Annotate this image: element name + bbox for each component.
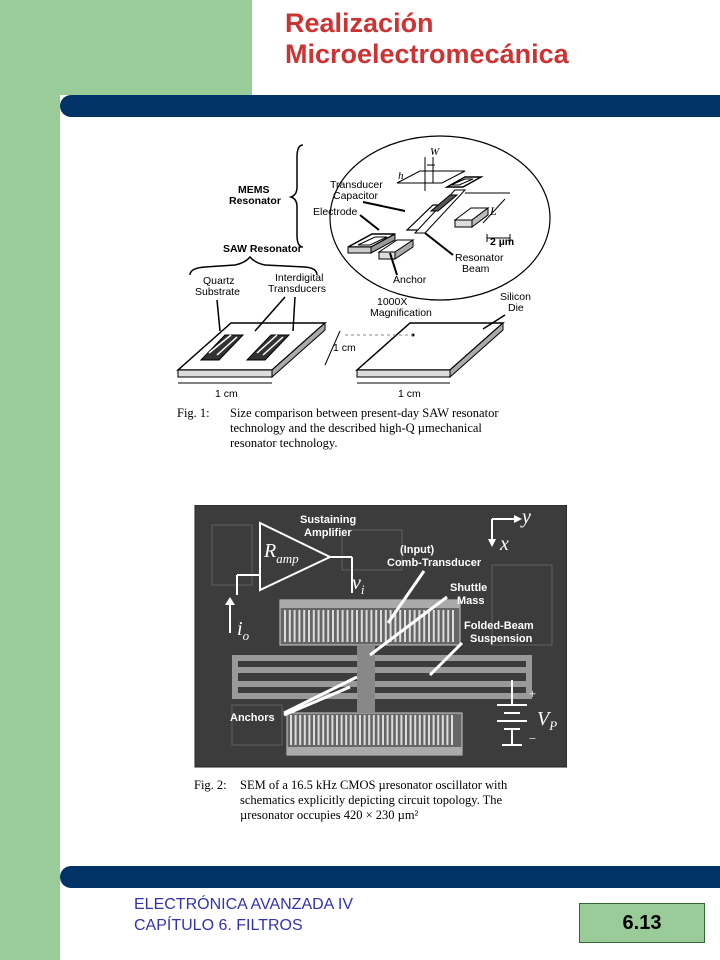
- anchor-label: Anchor: [393, 274, 427, 286]
- bottom-comb-tooth: [382, 715, 384, 745]
- top-comb-tooth: [313, 610, 315, 642]
- input-label-2: Comb-Transducer: [387, 557, 482, 569]
- bottom-comb-tooth: [396, 715, 398, 745]
- top-comb-tooth: [303, 610, 305, 642]
- bottom-comb-tooth: [400, 715, 402, 745]
- magnification-label-2: Magnification: [370, 307, 432, 319]
- bottom-comb-tooth: [433, 715, 435, 745]
- top-comb-tooth: [332, 610, 334, 642]
- bottom-comb-tooth: [308, 715, 310, 745]
- fig1-caption-line-3: resonator technology.: [230, 436, 338, 450]
- fig1-caption-number: Fig. 1:: [177, 406, 210, 420]
- saw-dim-label: 1 cm: [215, 388, 238, 400]
- top-comb-tooth: [318, 610, 320, 642]
- interdigital-label-1: Interdigital: [275, 272, 324, 284]
- bottom-comb-tooth: [387, 715, 389, 745]
- bottom-comb-tooth: [299, 715, 301, 745]
- bottom-comb-tooth: [313, 715, 315, 745]
- mems-label: MEMS: [238, 184, 270, 196]
- folded-label-2: Suspension: [470, 633, 533, 645]
- vp-label: $V_P$: [537, 708, 558, 733]
- title-line-2: Microelectromecánica: [285, 39, 569, 69]
- bottom-comb-tooth: [428, 715, 430, 745]
- top-comb-tooth: [404, 610, 406, 642]
- bottom-comb-tooth: [377, 715, 379, 745]
- top-comb-tooth: [380, 610, 382, 642]
- bottom-comb-tooth: [410, 715, 412, 745]
- top-comb-tooth: [294, 610, 296, 642]
- bottom-divider-bar: [60, 866, 720, 888]
- bottom-comb-tooth: [295, 715, 297, 745]
- anchors-label: Anchors: [230, 712, 275, 724]
- bottom-comb-tooth: [451, 715, 453, 745]
- top-comb-tooth: [375, 610, 377, 642]
- bottom-comb-tooth: [442, 715, 444, 745]
- figure-2-sem-oscillator: [192, 505, 567, 830]
- bottom-comb-tooth: [364, 715, 366, 745]
- h-label: h: [398, 170, 404, 182]
- bottom-comb-tooth: [405, 715, 407, 745]
- shuttle-label-1: Shuttle: [450, 582, 488, 594]
- mems-brace: [291, 145, 303, 247]
- top-comb-tooth: [356, 610, 358, 642]
- magnification-label-1: 1000X: [377, 296, 408, 308]
- bottom-comb-tooth: [336, 715, 338, 745]
- bottom-comb-tooth: [327, 715, 329, 745]
- top-comb-tooth: [361, 610, 363, 642]
- fig2-caption-line-1: SEM of a 16.5 kHz CMOS µresonator oscillator with: [240, 778, 508, 792]
- bottom-comb-tooth: [423, 715, 425, 745]
- top-green-block: [0, 0, 252, 95]
- bottom-comb-tooth: [318, 715, 320, 745]
- top-comb-tooth: [327, 610, 329, 642]
- y-axis-label: y: [522, 506, 531, 528]
- fig2-caption-line-2: schematics explicitly depicting circuit topology. The: [240, 793, 503, 807]
- bottom-comb-tooth: [350, 715, 352, 745]
- silicon-label-2: Die: [508, 302, 524, 314]
- bottom-comb-tooth: [391, 715, 393, 745]
- top-comb-tooth: [452, 610, 454, 642]
- electrode-label: Electrode: [313, 206, 358, 218]
- left-green-strip: [0, 0, 60, 960]
- fig1-caption-line-1: Size comparison between present-day SAW resonator: [230, 406, 499, 420]
- mems-resonator-label: Resonator: [229, 195, 281, 207]
- bottom-comb-tooth: [304, 715, 306, 745]
- footer-course-info: [134, 894, 353, 936]
- bottom-comb-tooth: [437, 715, 439, 745]
- bottom-comb-tooth: [341, 715, 343, 745]
- saw-resonator-label: SAW Resonator: [223, 243, 302, 255]
- l-label: L: [490, 204, 497, 218]
- fig2-caption-line-3: µresonator occupies 420 × 230 µm²: [240, 808, 419, 822]
- capacitor-label: Capacitor: [333, 190, 378, 202]
- interdigital-label-2: Transducers: [268, 283, 326, 295]
- top-comb-tooth: [322, 610, 324, 642]
- top-comb-tooth: [428, 610, 430, 642]
- bottom-comb-tooth: [290, 715, 292, 745]
- top-comb-tooth: [433, 610, 435, 642]
- top-comb-tooth: [366, 610, 368, 642]
- top-comb-tooth: [442, 610, 444, 642]
- sustaining-label-2: Amplifier: [304, 527, 352, 539]
- saw-resonator-chip: [178, 323, 325, 377]
- footer-course-line: ELECTRÓNICA AVANZADA IV: [134, 896, 354, 913]
- resonator-beam-label-1: Resonator: [455, 252, 504, 264]
- quartz-label-2: Substrate: [195, 286, 240, 298]
- bottom-comb-tooth: [373, 715, 375, 745]
- top-comb-tooth: [399, 610, 401, 642]
- bottom-comb-tooth: [419, 715, 421, 745]
- fig1-caption-line-2: technology and the described high-Q µmechanical: [230, 421, 482, 435]
- top-comb-tooth: [351, 610, 353, 642]
- quartz-arrow: [217, 300, 220, 331]
- top-comb-tooth: [308, 610, 310, 642]
- top-comb-tooth: [385, 610, 387, 642]
- top-comb-tooth: [438, 610, 440, 642]
- scale-label: 2 µm: [490, 236, 515, 248]
- sustaining-label-1: Sustaining: [300, 514, 357, 526]
- depth-dim-label: 1 cm: [333, 342, 356, 354]
- top-comb-tooth: [337, 610, 339, 642]
- title-line-1: Realización: [285, 8, 434, 38]
- footer-chapter-line: CAPÍTULO 6. FILTROS: [134, 917, 303, 934]
- bottom-comb-tooth: [359, 715, 361, 745]
- bottom-comb-tooth: [322, 715, 324, 745]
- vi-label: $v_i$: [352, 572, 365, 597]
- top-comb-tooth: [284, 610, 286, 642]
- top-comb-tooth: [418, 610, 420, 642]
- w-label: W: [430, 146, 440, 158]
- bottom-comb-tooth: [345, 715, 347, 745]
- bottom-comb-tooth: [331, 715, 333, 745]
- figure-1-size-comparison: [165, 135, 555, 460]
- folded-label-1: Folded-Beam: [464, 620, 534, 632]
- shuttle-label-2: Mass: [457, 595, 485, 607]
- top-comb-tooth: [414, 610, 416, 642]
- silicon-label-1: Silicon: [500, 291, 531, 303]
- top-divider-bar: [60, 95, 720, 117]
- bottom-comb-tooth: [414, 715, 416, 745]
- x-axis-label: x: [500, 533, 509, 555]
- bottom-comb-tooth: [446, 715, 448, 745]
- slide-title: [285, 8, 569, 70]
- top-comb-tooth: [298, 610, 300, 642]
- slide-number: 6.13: [579, 903, 705, 943]
- bottom-comb-tooth: [368, 715, 370, 745]
- silicon-die: [357, 323, 503, 377]
- vp-plus: +: [528, 686, 537, 701]
- top-comb-tooth: [342, 610, 344, 642]
- ramp-label: $R_{amp}$: [264, 540, 299, 566]
- top-comb-tooth: [289, 610, 291, 642]
- vp-minus: −: [528, 731, 537, 746]
- top-comb-tooth: [370, 610, 372, 642]
- bottom-comb-tooth: [354, 715, 356, 745]
- resonator-beam-label-2: Beam: [462, 263, 490, 275]
- top-comb-tooth: [447, 610, 449, 642]
- transducer-label: Transducer: [330, 179, 383, 191]
- quartz-label-1: Quartz: [203, 275, 235, 287]
- fig2-caption-number: Fig. 2:: [194, 778, 227, 792]
- die-dim-label: 1 cm: [398, 388, 421, 400]
- io-label: $i_o$: [237, 618, 250, 643]
- input-label-1: (Input): [400, 544, 435, 556]
- top-comb-tooth: [346, 610, 348, 642]
